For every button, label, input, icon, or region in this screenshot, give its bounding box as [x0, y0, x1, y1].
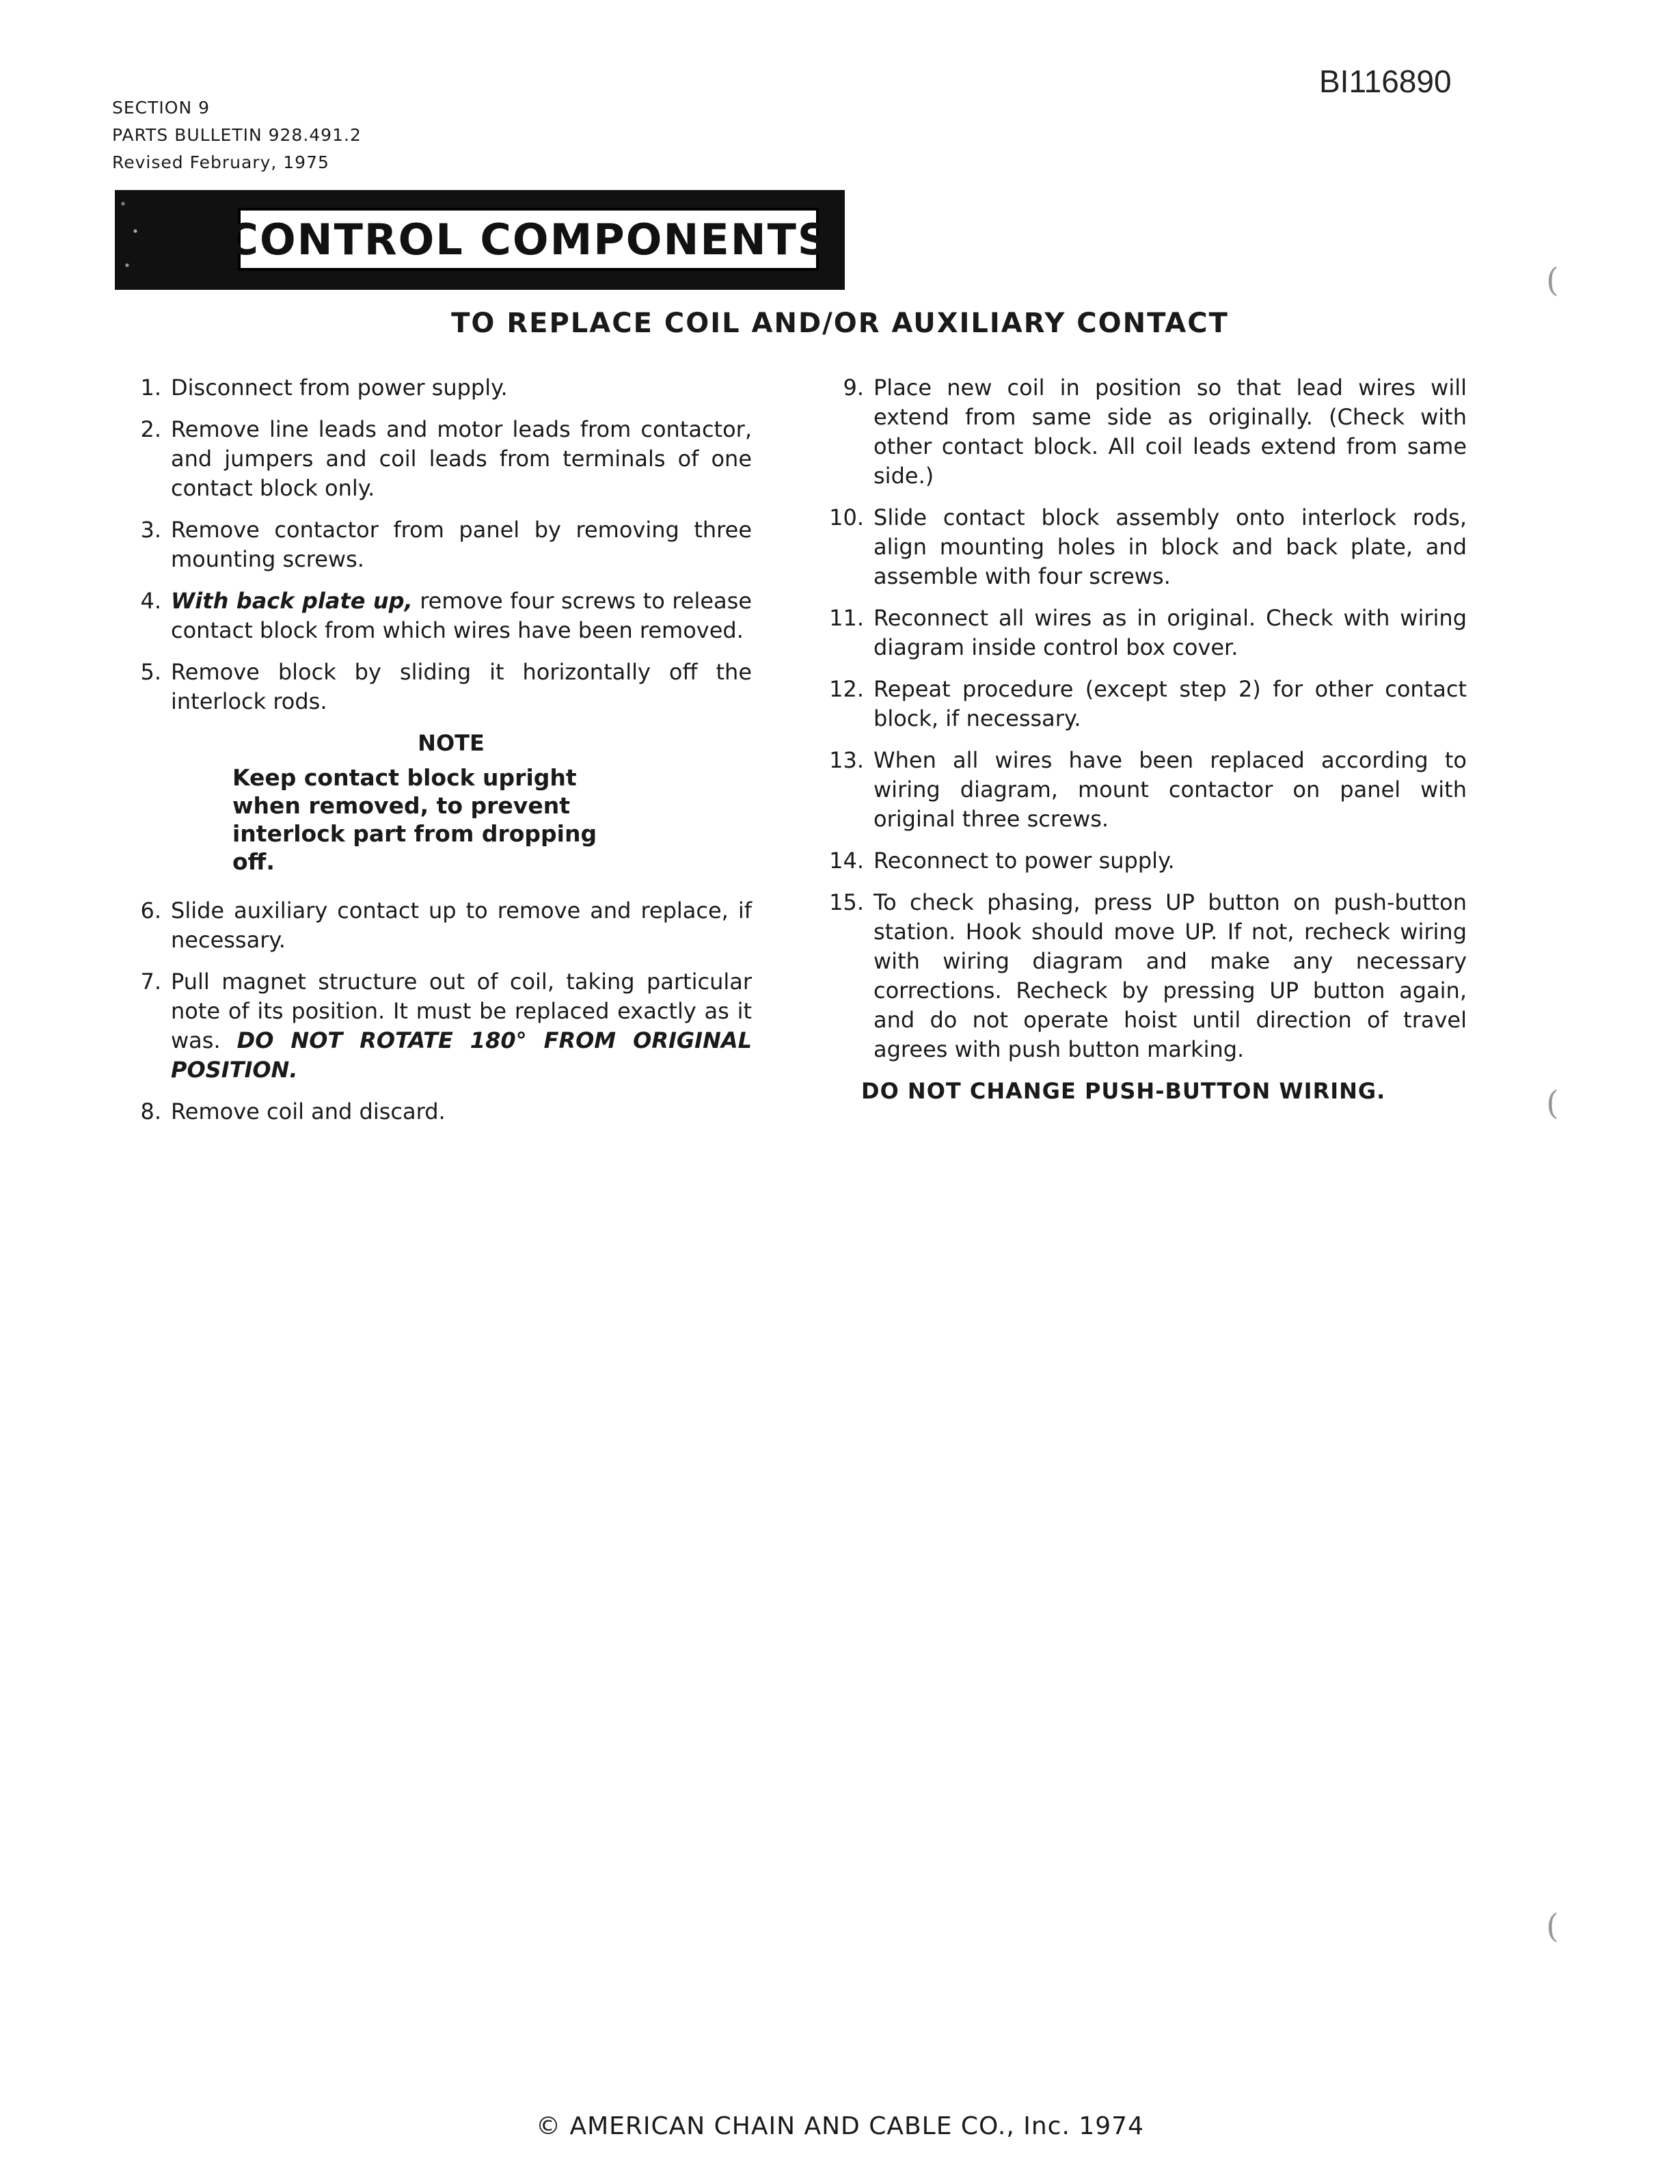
- list-item: [123, 967, 752, 1085]
- list-item: [123, 896, 752, 955]
- list-item: [817, 746, 1467, 834]
- copyright-footer: © AMERICAN CHAIN AND CABLE CO., Inc. 1974: [536, 2112, 1144, 2140]
- step-text: Reconnect all wires as in original. Check with wiring diagram inside control box cover.: [873, 605, 1467, 660]
- list-item: [123, 658, 752, 716]
- page-title: CONTROL COMPONENTS: [227, 214, 830, 265]
- revised-date: Revised February, 1975: [112, 152, 329, 172]
- note-body: Keep contact block upright when removed, to prevent interlock part from dropping off.: [232, 764, 597, 875]
- list-item: [123, 415, 752, 503]
- step-number: 11.: [829, 605, 864, 631]
- step-text: Remove line leads and motor leads from contactor, and jumpers and coil leads from terminals of one contact block only.: [171, 416, 752, 501]
- section-subtitle: TO REPLACE COIL AND/OR AUXILIARY CONTACT: [451, 308, 1229, 339]
- list-item: [817, 373, 1467, 491]
- step-number: 13.: [829, 747, 864, 773]
- list-item: [817, 604, 1467, 662]
- step-text: Slide contact block assembly onto interlock rods, align mounting holes in block and back plate, and assemble with four screws.: [873, 504, 1467, 589]
- step-text: [171, 967, 752, 1085]
- step-text: Repeat procedure (except step 2) for other contact block, if necessary.: [873, 676, 1467, 731]
- title-banner: [115, 190, 845, 290]
- wiring-warning: DO NOT CHANGE PUSH-BUTTON WIRING.: [861, 1078, 1386, 1104]
- section-label: SECTION 9: [112, 98, 210, 118]
- scan-mark: (: [1546, 261, 1559, 299]
- step-text: Remove coil and discard.: [171, 1098, 446, 1124]
- list-item: [817, 846, 1467, 876]
- bulletin-label: PARTS BULLETIN 928.491.2: [112, 125, 362, 145]
- step-text: [171, 587, 752, 645]
- title-box: [227, 208, 830, 271]
- step-number: 12.: [829, 676, 864, 702]
- scan-mark: (: [1546, 1907, 1559, 1945]
- header-meta: [112, 94, 362, 176]
- step-text: Reconnect to power supply.: [873, 848, 1175, 874]
- step-text-main: Pull magnet structure out of coil, taking particular note of its position. It must be replaced exactly as it was.: [171, 969, 752, 1053]
- step-number: 14.: [829, 848, 864, 874]
- list-item: [123, 587, 752, 645]
- list-item: [123, 1097, 752, 1127]
- step-text: Disconnect from power supply.: [171, 375, 508, 401]
- list-item: [817, 503, 1467, 591]
- step-text: Place new coil in position so that lead wires will extend from same side as originally. (Check with other contact block. All coil leads extend from same side.): [873, 375, 1467, 489]
- step-warning: DO NOT ROTATE 180° FROM ORIGINAL POSITION.: [171, 1027, 753, 1083]
- document-id: BI116890: [1319, 64, 1452, 99]
- step-number: 10.: [829, 504, 864, 530]
- list-item: [817, 675, 1467, 733]
- step-text-rest: remove four screws to release contact block from which wires have been removed.: [171, 588, 753, 643]
- right-column: [817, 373, 1467, 1106]
- left-column: [123, 373, 752, 1139]
- step-number: 9.: [843, 375, 864, 401]
- scan-mark: (: [1546, 1084, 1559, 1122]
- step-text: Remove contactor from panel by removing three mounting screws.: [171, 517, 752, 572]
- step-number: 5.: [140, 659, 161, 685]
- list-item: [123, 515, 752, 574]
- step-number: 7.: [140, 969, 161, 995]
- step-number: 4.: [140, 588, 161, 614]
- step-number: 6.: [140, 898, 161, 924]
- step-text: Slide auxiliary contact up to remove and replace, if necessary.: [171, 898, 752, 953]
- list-item: [123, 373, 752, 403]
- step-number: 8.: [140, 1098, 161, 1124]
- step-emphasis: With back plate up,: [171, 588, 413, 614]
- step-number: 1.: [140, 375, 161, 401]
- note-title: NOTE: [418, 730, 485, 756]
- list-item: [817, 888, 1467, 1064]
- step-number: 2.: [140, 416, 161, 442]
- step-text: To check phasing, press UP button on push-button station. Hook should move UP. If not, recheck wiring with wiring diagram and make any necessary corrections. Recheck by pressing UP button again, and do not operate hoist until direction of travel agrees with push button marking.: [873, 889, 1467, 1062]
- step-number: 3.: [140, 517, 161, 543]
- step-text: Remove block by sliding it horizontally off the interlock rods.: [171, 659, 752, 714]
- step-text: When all wires have been replaced according to wiring diagram, mount contactor on panel with original three screws.: [873, 747, 1467, 832]
- step-number: 15.: [829, 889, 864, 915]
